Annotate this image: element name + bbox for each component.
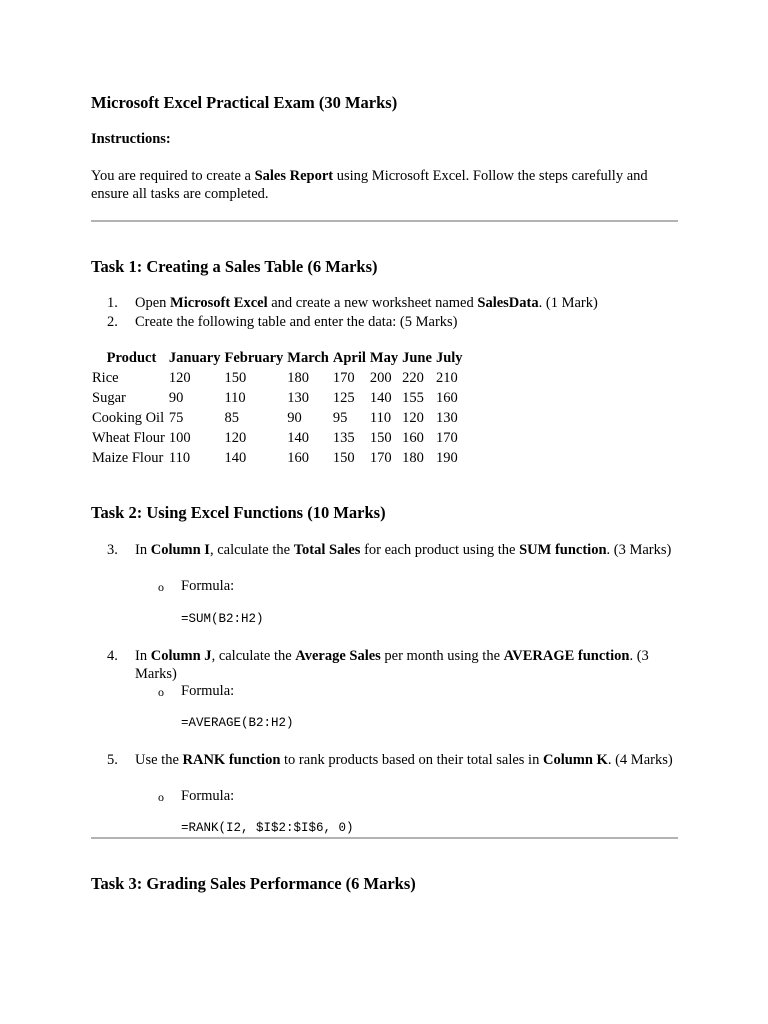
table-cell: 140 — [224, 449, 247, 466]
table-row — [90, 428, 465, 448]
text-run: for each product using the — [360, 542, 520, 558]
table-cell: 95 — [332, 409, 348, 426]
table-row — [90, 408, 465, 428]
column-header: Product — [106, 349, 157, 366]
table-cell: Maize Flour — [92, 449, 164, 466]
table-cell: 150 — [332, 449, 355, 466]
bold-run: Column I — [150, 542, 210, 558]
table-cell: 120 — [224, 429, 247, 446]
bullet-marker: o — [158, 685, 164, 699]
document-title: Microsoft Excel Practical Exam (30 Marks) — [91, 93, 398, 112]
list-item-text: Create the following table and enter the data: (5 Marks) — [135, 314, 458, 330]
table-cell: 150 — [369, 429, 392, 446]
list-number: 5. — [107, 752, 118, 768]
bold-run: SalesData — [477, 295, 539, 311]
column-header: July — [435, 349, 463, 366]
bold-run: Microsoft Excel — [170, 295, 268, 311]
table-cell: 170 — [332, 369, 355, 386]
table-cell: 140 — [369, 389, 392, 406]
table-cell: 110 — [168, 449, 191, 466]
list-item-text — [135, 541, 678, 559]
text-run: Use the — [135, 752, 183, 768]
formula-code: =RANK(I2, $I$2:$I$6, 0) — [181, 821, 354, 835]
section-divider-2 — [91, 837, 678, 839]
text-run: to rank products based on their total sales in — [280, 752, 543, 768]
formula-code: =AVERAGE(B2:H2) — [181, 716, 294, 730]
table-cell: 75 — [168, 409, 184, 426]
text-run: . (4 Marks) — [607, 752, 673, 768]
table-row — [90, 368, 465, 388]
table-cell: 200 — [369, 369, 392, 386]
instructions-label: Instructions: — [91, 131, 171, 147]
table-cell: 160 — [402, 429, 424, 446]
bullet-marker: o — [158, 790, 164, 804]
table-row — [90, 388, 465, 408]
bold-run: Total Sales — [293, 542, 361, 558]
table-cell: 90 — [287, 409, 302, 426]
table-cell: Rice — [92, 369, 119, 386]
table-cell: 90 — [168, 389, 184, 406]
table-header-row — [90, 348, 465, 368]
text-run: . (3 Marks) — [606, 542, 672, 558]
task3-heading: Task 3: Grading Sales Performance (6 Marks) — [91, 874, 416, 893]
table-cell: 170 — [369, 449, 392, 466]
bold-run: AVERAGE function — [503, 648, 630, 664]
list-item-text — [135, 647, 678, 683]
table-cell: 160 — [287, 449, 310, 466]
text-run: . (3 Marks) — [135, 648, 649, 682]
table-cell: 180 — [402, 449, 424, 466]
table-cell: 155 — [402, 389, 424, 406]
intro-text-1: You are required to create a — [91, 168, 255, 184]
table-cell: Sugar — [92, 389, 126, 406]
sub-bullet-text: Formula: — [181, 788, 235, 804]
text-run: , calculate the — [211, 648, 296, 664]
column-header: February — [224, 349, 284, 366]
intro-paragraph — [91, 167, 678, 203]
column-header: January — [168, 349, 221, 366]
intro-text-2: using Microsoft Excel. Follow the steps carefully and ensure all tasks are completed. — [91, 168, 648, 202]
formula-code: =SUM(B2:H2) — [181, 612, 264, 626]
table-cell: 150 — [224, 369, 247, 386]
table-cell: 220 — [402, 369, 424, 386]
column-header: March — [287, 349, 329, 366]
table-cell: 160 — [435, 389, 458, 406]
sub-bullet-text: Formula: — [181, 578, 235, 594]
table-cell: 135 — [332, 429, 355, 446]
list-item-text — [135, 294, 678, 312]
table-cell: 140 — [287, 429, 310, 446]
text-run: per month using the — [380, 648, 504, 664]
table-cell: 85 — [224, 409, 239, 426]
table-cell: 190 — [435, 449, 458, 466]
text-run: In — [135, 542, 151, 558]
text-run: . (1 Mark) — [538, 295, 598, 311]
table-cell: 120 — [402, 409, 424, 426]
bullet-marker: o — [158, 580, 164, 594]
bold-run: Column K — [542, 752, 608, 768]
intro-bold-sales-report: Sales Report — [254, 168, 334, 184]
task1-heading: Task 1: Creating a Sales Table (6 Marks) — [91, 257, 378, 276]
table-cell: 110 — [369, 409, 392, 426]
table-cell: 130 — [435, 409, 458, 426]
table-cell: 100 — [168, 429, 191, 446]
list-number: 2. — [107, 314, 118, 330]
text-run: , calculate the — [209, 542, 294, 558]
bold-run: Average Sales — [295, 648, 381, 664]
table-cell: Cooking Oil — [92, 409, 165, 426]
column-header: May — [369, 349, 399, 366]
table-cell: 130 — [287, 389, 310, 406]
list-number: 1. — [107, 295, 118, 311]
table-cell: Wheat Flour — [92, 429, 165, 446]
bold-run: RANK function — [182, 752, 281, 768]
section-divider-1 — [91, 220, 678, 222]
table-cell: 210 — [435, 369, 458, 386]
list-number: 4. — [107, 648, 118, 664]
list-item-text — [135, 751, 678, 769]
list-number: 3. — [107, 542, 118, 558]
text-run: In — [135, 648, 151, 664]
column-header: April — [332, 349, 366, 366]
table-cell: 180 — [287, 369, 310, 386]
bold-run: SUM function — [519, 542, 607, 558]
table-row — [90, 448, 465, 468]
text-run: Open — [135, 295, 171, 311]
text-run: and create a new worksheet named — [267, 295, 478, 311]
table-cell: 170 — [435, 429, 458, 446]
task2-heading: Task 2: Using Excel Functions (10 Marks) — [91, 503, 386, 522]
sales-data-table — [90, 348, 465, 468]
bold-run: Column J — [150, 648, 212, 664]
table-cell: 120 — [168, 369, 191, 386]
table-cell: 110 — [224, 389, 246, 406]
sub-bullet-text: Formula: — [181, 683, 235, 699]
column-header: June — [402, 349, 432, 366]
table-cell: 125 — [332, 389, 355, 406]
